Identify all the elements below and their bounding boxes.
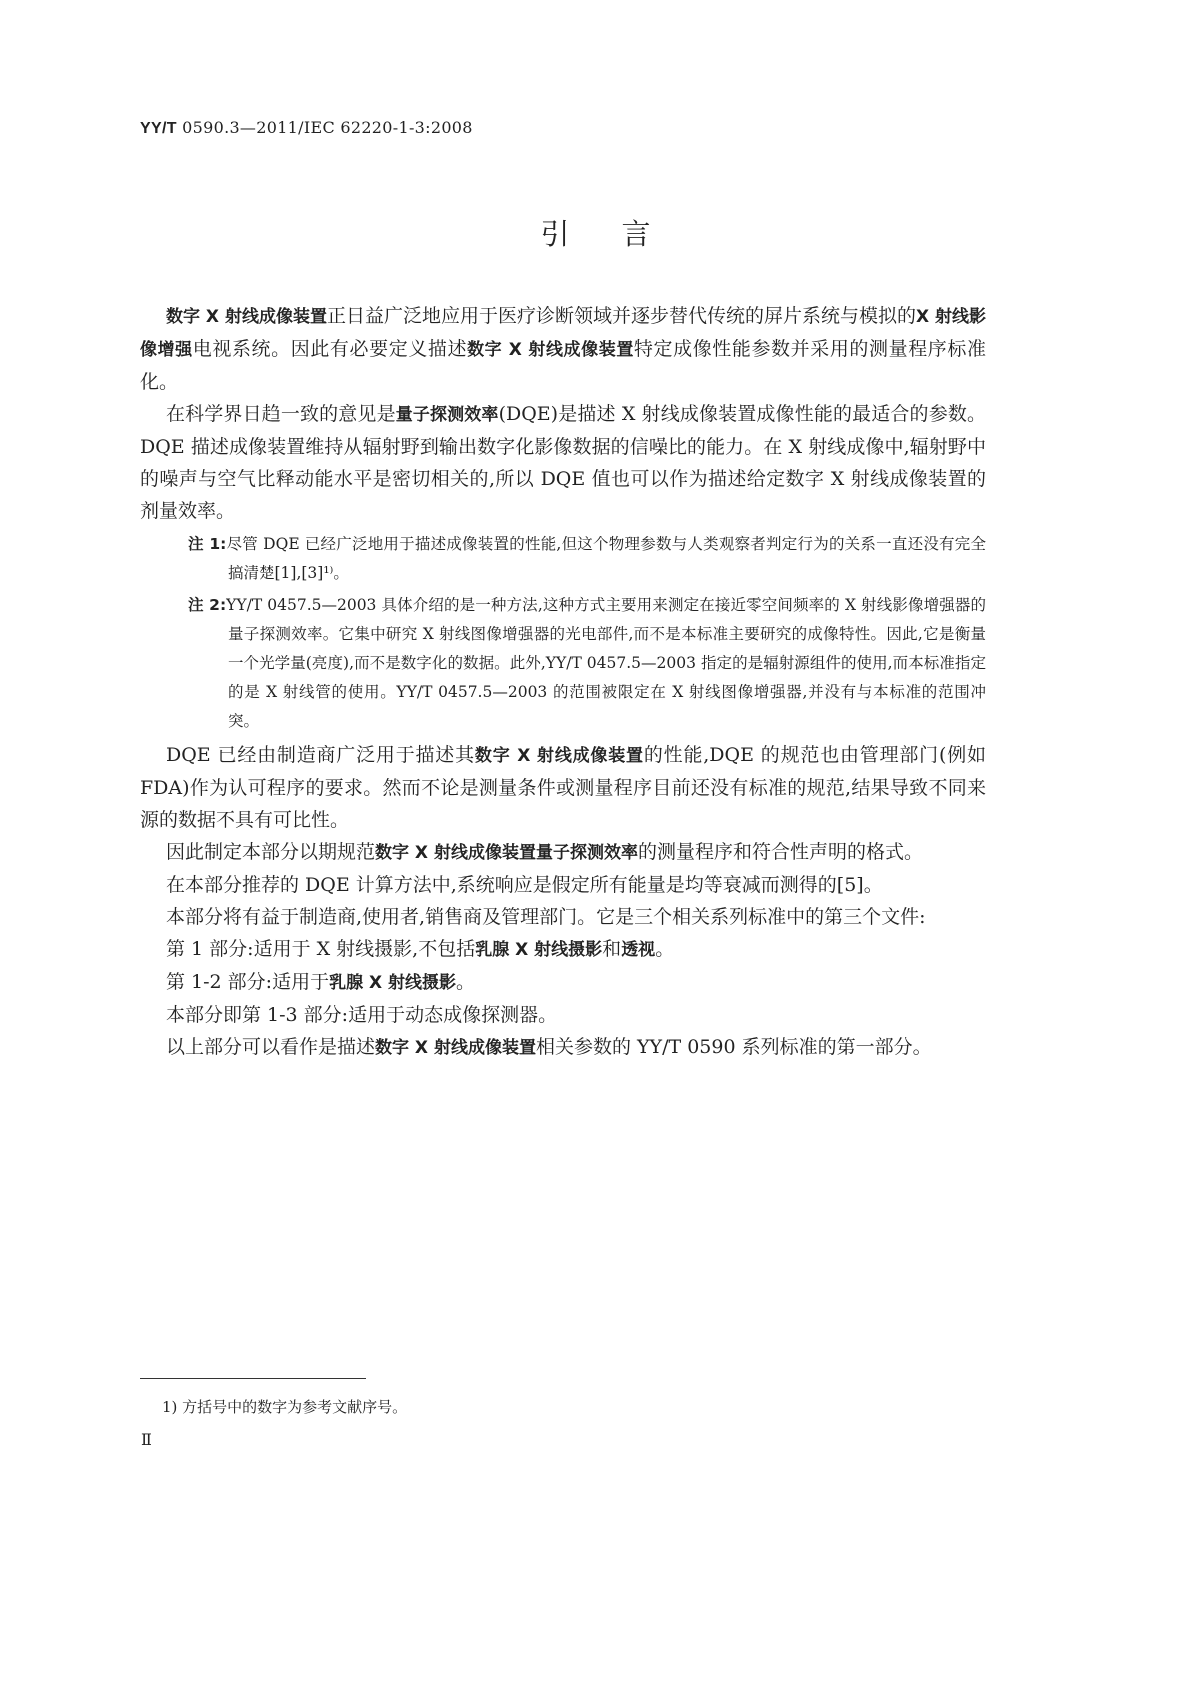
note-text: 尽管 DQE 已经广泛地用于描述成像装置的性能,但这个物理参数与人类观察者判定行为的关系一直还没有完全搞清楚[1],[3]¹⁾。: [226, 535, 986, 582]
text-run: 本部分将有益于制造商,使用者,销售商及管理部门。它是三个相关系列标准中的第三个文件:: [166, 906, 926, 928]
defined-term: X 射线影像增强: [140, 307, 986, 360]
paragraph: [140, 966, 986, 999]
text-run: 相关参数的 YY/T 0590 系列标准的第一部分。: [535, 1036, 932, 1058]
paragraph: [140, 869, 986, 901]
notes: [140, 530, 986, 736]
footnote: 1) 方括号中的数字为参考文献序号。: [162, 1398, 408, 1416]
text-run: 的性能,DQE 的规范也由管理部门(例如 FDA)作为认可程序的要求。然而不论是测量条件或测量程序目前还没有标准的规范,结果导致不同来源的数据不具有可比性。: [140, 744, 986, 831]
paragraph: [140, 901, 986, 933]
text-run: (DQE)是描述 X 射线成像装置成像性能的最适合的参数。DQE 描述成像装置维持从辐射野到输出数字化影像数据的信噪比的能力。在 X 射线成像中,辐射野中的噪声与空气比释动能水平是密切相关的,所以 DQE 值也可以作为描述给定数字 X 射线成像装置的剂量效率。: [140, 403, 986, 522]
text-run: 正日益广泛地应用于医疗诊断领域并逐步替代传统的屏片系统与模拟的: [326, 305, 916, 327]
defined-term: 数字 X 射线成像装置量子探测效率: [375, 843, 638, 863]
page-title: 引言: [540, 217, 703, 251]
defined-term: 数字 X 射线成像装置: [467, 340, 634, 360]
note-text: YY/T 0457.5—2003 具体介绍的是一种方法,这种方式主要用来测定在接近零空间频率的 X 射线影像增强器的量子探测效率。它集中研究 X 射线图像增强器的光电部件,而不是本标准主要研究的成像特性。因此,它是衡量一个光学量(亮度),而不是数字化的数据。此外,YY/T 0457.5—2003 指定的是辐射源组件的使用,而本标准指定的是 X 射线管的使用。YY/T 0457.5—2003 的范围被限定在 X 射线图像增强器,并没有与本标准的范围冲突。: [226, 596, 986, 730]
note: [164, 530, 986, 588]
text-run: 的测量程序和符合性声明的格式。: [637, 841, 923, 863]
body-text: [140, 300, 986, 1064]
paragraph: [140, 836, 986, 869]
header-standard-number: 0590.3—2011/IEC 62220-1-3:2008: [176, 118, 473, 137]
paragraph: [140, 999, 986, 1031]
text-run: 和: [602, 938, 622, 960]
footnote-divider: [140, 1378, 366, 1379]
header-prefix: YY/T: [140, 120, 177, 137]
page-number: Ⅱ: [141, 1430, 152, 1449]
defined-term: 数字 X 射线成像装置: [375, 1038, 536, 1058]
text-run: 因此制定本部分以期规范: [166, 841, 376, 863]
text-run: 特定成像性能参数并采用的测量程序标准化。: [140, 338, 986, 393]
paragraph: [140, 398, 986, 527]
text-run: 电视系统。因此有必要定义描述: [192, 338, 468, 360]
text-run: 以上部分可以看作是描述: [166, 1036, 376, 1058]
text-run: 在科学界日趋一致的意见是: [166, 403, 396, 425]
intro-paragraphs-continued: [140, 739, 986, 1064]
paragraph: [140, 1031, 986, 1064]
paragraph: [140, 300, 986, 398]
text-run: 本部分即第 1-3 部分:适用于动态成像探测器。: [166, 1004, 558, 1026]
intro-paragraphs: [140, 300, 986, 527]
note-label: 注 2:: [188, 596, 227, 614]
defined-term: 乳腺 X 射线摄影: [475, 940, 603, 960]
note-label: 注 1:: [188, 535, 227, 553]
paragraph: [140, 933, 986, 966]
text-run: 第 1-2 部分:适用于: [166, 971, 330, 993]
defined-term: 乳腺 X 射线摄影: [329, 973, 457, 993]
defined-term: 数字 X 射线成像装置: [474, 746, 644, 766]
defined-term: 数字 X 射线成像装置: [166, 307, 327, 327]
text-run: 。: [655, 938, 675, 960]
text-run: 。: [456, 971, 476, 993]
document-header: [140, 118, 473, 138]
text-run: 在本部分推荐的 DQE 计算方法中,系统响应是假定所有能量是均等衰减而测得的[5]。: [166, 874, 883, 896]
paragraph: [140, 739, 986, 836]
note: [164, 591, 986, 736]
text-run: 第 1 部分:适用于 X 射线摄影,不包括: [166, 938, 476, 960]
defined-term: 量子探测效率: [395, 405, 499, 425]
text-run: DQE 已经由制造商广泛用于描述其: [166, 744, 475, 766]
defined-term: 透视: [621, 940, 656, 960]
